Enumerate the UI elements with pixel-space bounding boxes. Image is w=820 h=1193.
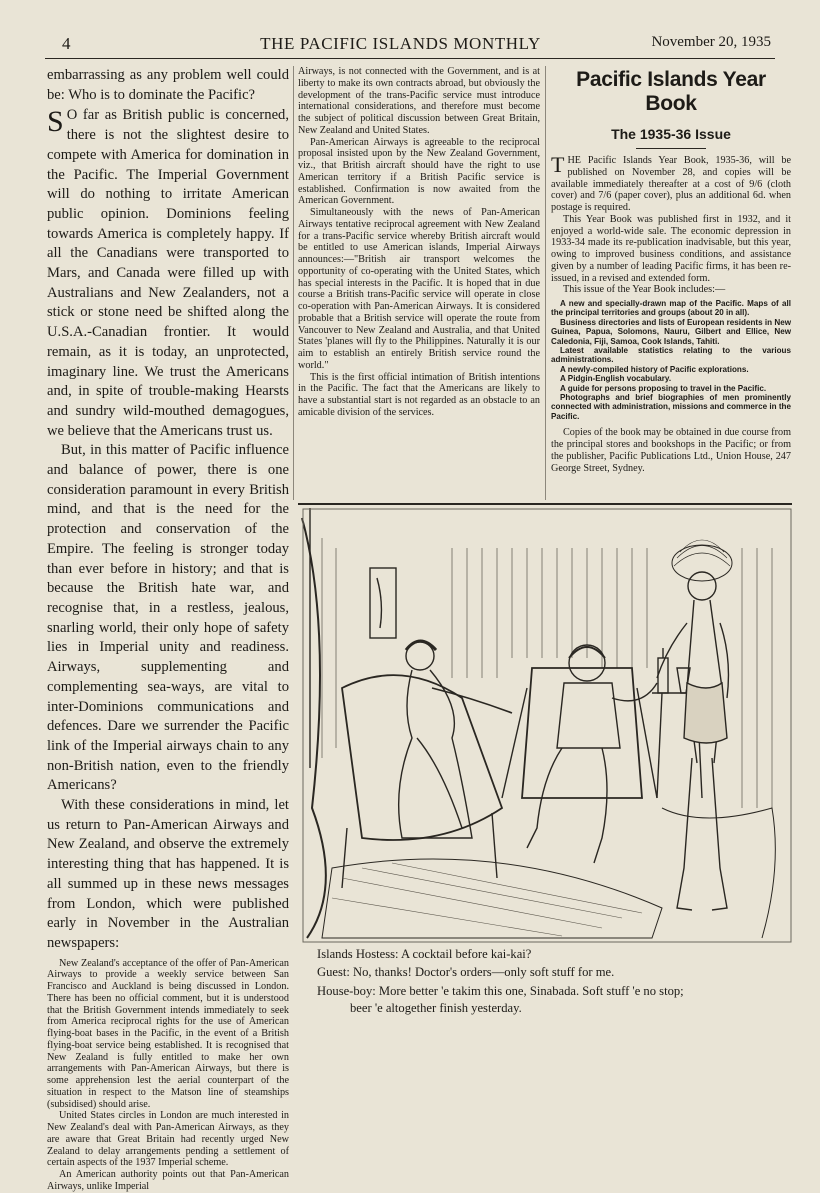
paragraph: But, in this matter of Pacific influence and balance of power, there is one consideration paramount in every British mind, and that is the need for the protection and conservation of the Empire. The feeling is stronger today than ever before in history; and that is because the British hate war, and recognise that, in a restless, jealous, snarling world, their only hope of safety lies in Imperial unity and readiness. Airways, supplementing and complementing sea-ways, are vital to inter-Dominions communications and defences. Dare we surrender the Pacific link of the Imperial airways chain to any non-British nation, even to the friendly Americans? (47, 442, 289, 794)
cartoon-illustration (302, 508, 792, 943)
column-divider (545, 66, 546, 500)
paragraph (47, 106, 289, 441)
paragraph: This Year Book was published first in 1932, and it enjoyed a world-wide sale. The economic depression in 1933-34 made its re-publication inadvisable, but this year, owing to improved business conditions, and assistance given by a number of leading Pacific firms, it has been re-issued, in a revised and extended form. (551, 213, 791, 284)
page-number: 4 (62, 34, 71, 53)
paragraph: This issue of the Year Book includes:— (563, 284, 726, 296)
quoted-paragraph: United States circles in London are much interested in New Zealand's deal with Pan-American Airways, as they are aware that Great Britain had recently urged New Zealand to delay arrangements pending a settlement of certain aspects of the 1937 Imperial scheme. (47, 1110, 289, 1169)
cartoon-top-rule (298, 503, 792, 505)
year-book-notice (551, 66, 791, 500)
list-item: A guide for persons proposing to travel in the Pacific. (560, 383, 767, 393)
cartoon-caption-house-boy: House-boy: More better 'e takim this one, Sinabada. Soft stuff 'e no stop; (317, 984, 684, 998)
paragraph: Copies of the book may be obtained in due course from the principal stores and bookshops in the Pacific; or from the publisher, Pacific Publications Ltd., Union House, 247 George Street, Sydney. (551, 427, 791, 474)
paragraph (551, 152, 791, 214)
header-rule (45, 58, 775, 59)
paragraph: embarrassing as any problem well could be: Who is to dominate the Pacific? (47, 67, 289, 103)
column-middle (298, 66, 540, 500)
quoted-paragraph: Airways, is not connected with the Government, and is at liberty to make its own contracts abroad, but obviously the development of the trans-Pacific service must introduce international considerations, and therefore must become the subject of political discussion between Great Britain, New Zealand and United States. (298, 66, 540, 136)
cartoon-caption-hostess: Islands Hostess: A cocktail before kai-kai? (317, 947, 532, 961)
paragraph-text: HE Pacific Islands Year Book, 1935-36, will be published on November 28, and copies will be available immediately thereafter at a cost of 9/6 (cloth cover) and 7/6 (paper cover), plus an additional 6d. when postage is required. (551, 155, 791, 213)
list-item: A new and specially-drawn map of the Pacific. Maps of all the principal territories and groups (about 20 in all). (551, 299, 791, 318)
list-item: A Pidgin-English vocabulary. (560, 374, 672, 384)
list-item: Latest available statistics relating to the various administrations. (551, 346, 791, 365)
notice-subtitle: The 1935-36 Issue (611, 126, 731, 142)
paragraph-text: O far as British public is concerned, there is not the slightest desire to compete with America for domination in the Pacific. The Imperial Government will do nothing to irritate American public opinion. Dominions feeling towards America is completely happy. If all the Canadians were transported to Mars, and Canada were filled up with Australians and New Zealanders, not a stick or stone need be shifted along the U.S.A.-Canadian frontier. It would remain, as it is today, an unprotected, imaginary line. We trust the Americans and, in spite of trouble-making Hearsts and sundry wild-mouthed demagogues, we believe that the Americans trust us. (47, 107, 289, 439)
cartoon-caption-house-boy-continued: beer 'e altogether finish yesterday. (350, 1001, 522, 1015)
short-rule (636, 148, 706, 149)
quoted-paragraph: New Zealand's acceptance of the offer of Pan-American Airways to provide a weekly service between San Francisco and Auckland is being discussed in London. There has been no official comment, but it is understood that the British Government intends immediately to seek from America reciprocal rights for the use of American flying-boat bases in the Pacific, in the event of a British flying-boat service being established. It is recognised that New Zealand is fully entitled to make her own arrangements with Pan-American Airways, but there is some apprehension lest the aerial counterpart of the situation in respect to the Matson line of steamships (subsidised) should arise. (47, 957, 289, 1110)
drop-cap: T (551, 152, 565, 177)
quoted-paragraph: Pan-American Airways is agreeable to the reciprocal proposal insisted upon by the New Zealand Government, viz., that British aircraft should have the right to use American territory if a British Pacific service is established. Confirmation is now awaited from the American Government. (298, 136, 540, 207)
drop-cap: S (47, 105, 64, 139)
issue-date: November 20, 1935 (651, 34, 771, 50)
quoted-paragraph: Simultaneously with the news of Pan-American Airways tentative reciprocal agreement with New Zealand for a trans-Pacific service whereby British aircraft would be entitled to use American islands, Imperial Airways announces:—"British air transport welcomes the opportunity of co-operating with the United States, which has special interests in the Pacific. It is hoped that in due course a British trans-Pacific service will operate in close co-operation with Pan-American Airways. It is considered probable that a British service will operate the route from Vancouver to New Zealand and Australia, and that United States 'planes will fly to the Philippines. Naturally it is our aim to establish an entirely British service round the world." (298, 207, 540, 371)
publication-title: THE PACIFIC ISLANDS MONTHLY (260, 34, 541, 53)
column-divider (293, 66, 294, 500)
list-item: Business directories and lists of European residents in New Guinea, Papua, Solomons, Nauru, Gilbert and Ellice, New Caledonia, Fiji, Samoa, Cook Islands, Tahiti. (551, 317, 791, 346)
page-header (0, 34, 801, 56)
column-left (47, 66, 289, 1192)
list-item: A newly-compiled history of Pacific explorations. (560, 364, 749, 374)
paragraph: With these considerations in mind, let us return to Pan-American Airways and New Zealand, and observe the extremely interesting thing that has happened. It is all summed up in these news messages from London, which were published early in November in the Australian newspapers: (47, 797, 289, 951)
notice-title: Pacific Islands Year Book (576, 68, 766, 115)
cartoon-caption-guest: Guest: No, thanks! Doctor's orders—only soft stuff for me. (317, 965, 615, 979)
quoted-paragraph: An American authority points out that Pan-American Airways, unlike Imperial (47, 1169, 289, 1192)
quoted-paragraph: This is the first official intimation of British intentions in the Pacific. The fact that the Americans are likely to have a substantial start is not regarded as an obstacle to an amicable division of the services. (298, 371, 540, 418)
list-item: Photographs and brief biographies of men prominently connected with administration, missions and commerce in the Pacific. (551, 393, 791, 421)
